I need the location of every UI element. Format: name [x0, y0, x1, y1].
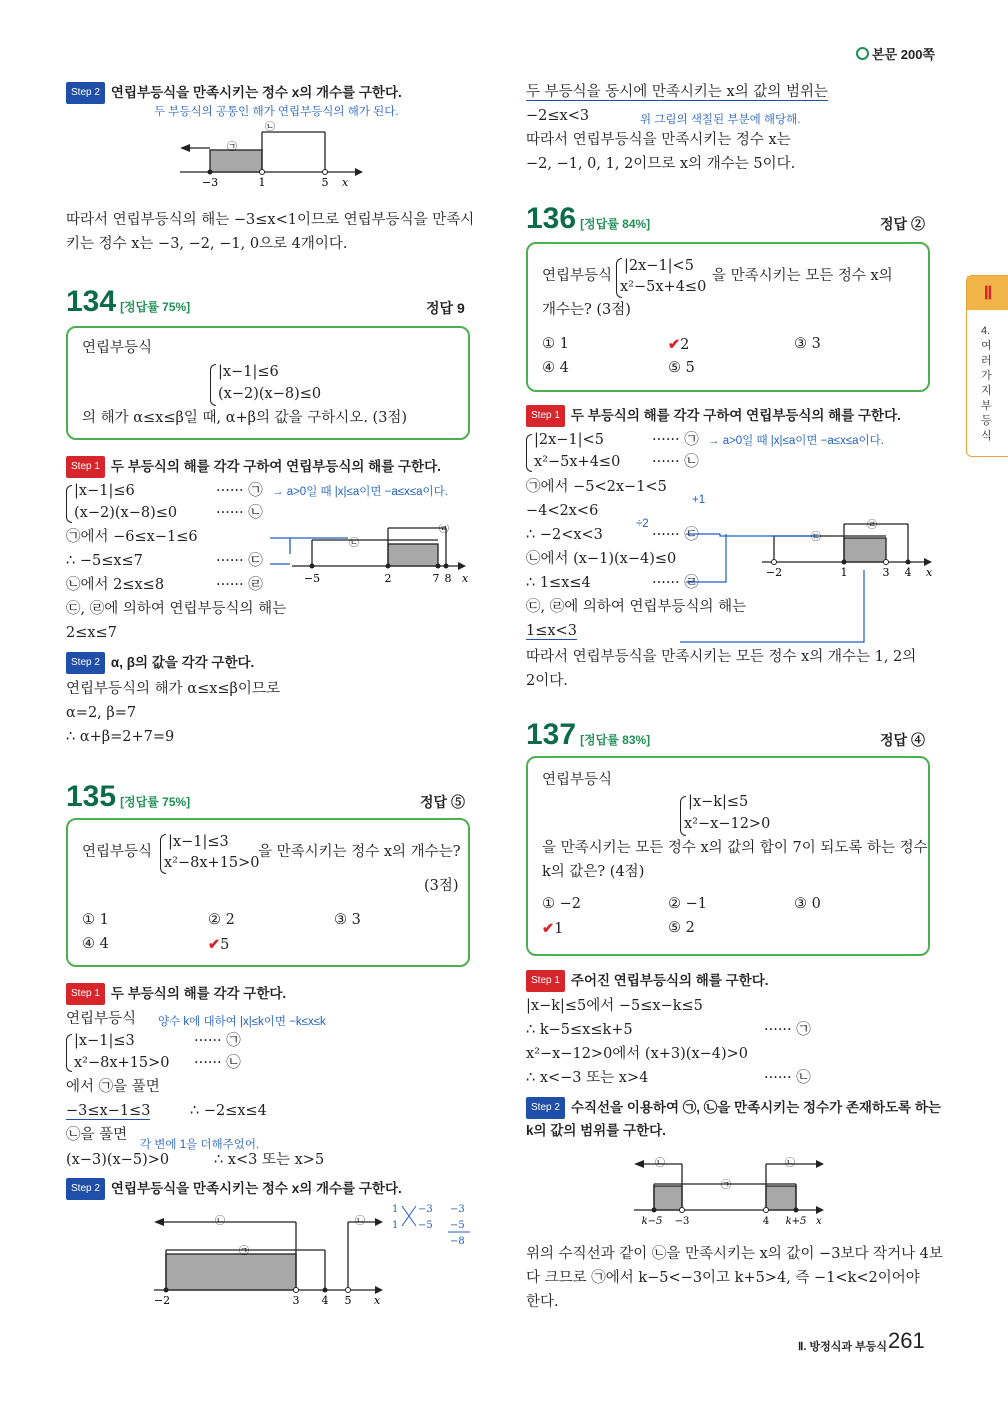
question-text: 을 만족시키는 정수 x의 개수는?: [258, 844, 461, 860]
solution-line: x²−5x+4≤0: [534, 454, 621, 470]
fac-value: −5: [450, 1220, 465, 1231]
answer-label: 정답 ②: [880, 216, 925, 232]
tick-label: 1: [840, 566, 848, 579]
question-text: 개수는? (3점): [542, 302, 631, 318]
circle-label-b2: ㉡: [785, 1158, 795, 1169]
solution-line: ∴ x<−3 또는 x>4: [526, 1070, 649, 1086]
answer-label: 정답 9: [426, 300, 465, 316]
inequality: |x−k|≤5: [688, 794, 749, 810]
hint-note: ÷2: [636, 518, 649, 530]
option-5-selected[interactable]: ✔5: [208, 936, 230, 953]
fac-value: −3: [450, 1204, 465, 1215]
footer-chapter: Ⅱ. 방정식과 부등식: [798, 1341, 887, 1353]
label: ······ ㉡: [194, 1055, 241, 1071]
solution-line: ∴ α+β=2+7=9: [66, 729, 175, 745]
solution-line: ㉢, ㉣에 의하여 연립부등식의 해는: [526, 599, 747, 615]
answer-label: 정답 ⑤: [420, 794, 465, 810]
option-4-selected[interactable]: ✔1: [542, 920, 564, 937]
hint-note: 양수 k에 대하여 |x|≤k이면 −k≤x≤k: [158, 1016, 326, 1028]
chapter-section-text: 4.여러가지부등식: [981, 325, 992, 442]
step-1-heading: Step 1 두 부등식의 해를 각각 구한다.: [66, 983, 286, 1005]
solution-line: 1≤x<3: [526, 623, 577, 639]
tick-label: x: [816, 1216, 822, 1227]
inequality: x²−8x+15>0: [164, 855, 260, 871]
question-text: 을 만족시키는 모든 정수 x의 값의 합이 7이 되도록 하는 정수: [542, 840, 928, 856]
brace: [66, 1034, 72, 1072]
paragraph: 키는 정수 x는 −3, −2, −1, 0으로 4개이다.: [66, 236, 348, 252]
circle-label-d: ㉣: [439, 524, 449, 535]
fac-value: 1: [392, 1220, 399, 1231]
label: ······ ㉡: [652, 454, 699, 470]
hint-note: 위 그림의 색칠된 부분에 해당해.: [640, 114, 801, 126]
question-points: (3점): [424, 878, 459, 894]
hint-note: 각 변에 1을 더해주었어.: [140, 1139, 260, 1151]
tick-label: k+5: [785, 1216, 807, 1227]
label: ······ ㉠: [216, 483, 263, 499]
option-1[interactable]: ① 1: [542, 336, 569, 352]
solution-line: 2이다.: [526, 673, 568, 689]
option-2[interactable]: ② −1: [668, 896, 707, 912]
circle-label-c: ㉢: [811, 532, 821, 543]
question-title: 연립부등식: [542, 772, 613, 788]
circle-label-a: ㉠: [239, 1246, 249, 1257]
paragraph: 따라서 연립부등식의 해는 −3≤x<1이므로 연립부등식을 만족시: [66, 212, 475, 228]
solution-line: ㉢, ㉣에 의하여 연립부등식의 해는: [66, 601, 287, 617]
checkmark-icon: ✔: [668, 336, 681, 353]
question-box: [66, 326, 470, 440]
option-2[interactable]: ② 2: [208, 912, 235, 928]
step-2-heading: Step 2 연립부등식을 만족시키는 정수 x의 개수를 구한다.: [66, 82, 402, 104]
tick-label: x: [342, 176, 349, 189]
question-title: 연립부등식: [82, 844, 153, 860]
solution-line: x²−8x+15>0: [74, 1055, 170, 1071]
question-title: 연립부등식: [82, 340, 153, 356]
brace: [66, 485, 72, 523]
tick-label: x: [374, 1294, 381, 1307]
tick-label: x: [926, 566, 933, 579]
label: ······ ㉠: [764, 1022, 811, 1038]
circle-label-a: ㉠: [721, 1180, 731, 1191]
tick-label: 5: [321, 176, 329, 189]
solution-line: −4<2x<6: [526, 503, 599, 519]
solution-line: ㉡을 풀면: [66, 1127, 128, 1143]
connector-lines: [680, 530, 870, 650]
tick-label: x: [462, 572, 469, 585]
page-ref: 본문 200쪽: [856, 44, 935, 63]
tick-label: 5: [344, 1294, 352, 1307]
solution-line: |x−k|≤5에서 −5≤x−k≤5: [526, 998, 703, 1014]
question-box: [66, 818, 470, 967]
option-3[interactable]: ③ 0: [794, 896, 821, 912]
step-2-heading: Step 2 수직선을 이용하여 ㉠, ㉡을 만족시키는 정수가 존재하도록 하는: [526, 1097, 941, 1119]
tick-label: −3: [201, 176, 219, 189]
inequality: x²−5x+4≤0: [620, 279, 707, 295]
chapter-roman: Ⅱ: [967, 276, 1008, 310]
tick-label: −5: [303, 572, 321, 585]
tick-label: −2: [765, 566, 783, 579]
option-5[interactable]: ⑤ 5: [668, 360, 695, 376]
page-number: 261: [888, 1328, 925, 1353]
option-3[interactable]: ③ 3: [794, 336, 821, 352]
solution-line: ∴ 1≤x≤4: [526, 575, 591, 591]
option-4[interactable]: ④ 4: [82, 936, 109, 952]
checkmark-icon: ✔: [542, 920, 555, 937]
hint-note: → a>0일 때 |x|≤a이면 −a≤x≤a이다.: [708, 435, 884, 447]
tick-label: k−5: [641, 1216, 663, 1227]
tick-label: 3: [292, 1294, 300, 1307]
solution-line: −2≤x<3: [526, 108, 590, 124]
solution-line: |x−1|≤6: [74, 483, 135, 499]
step-1-heading: Step 1 주어진 연립부등식의 해를 구한다.: [526, 970, 769, 992]
option-3[interactable]: ③ 3: [334, 912, 361, 928]
solution-line: (x−2)(x−8)≤0: [74, 505, 178, 521]
inequality: |x−1|≤3: [168, 834, 229, 850]
brace: [526, 434, 532, 472]
solution-line: ∴ −5≤x≤7: [66, 553, 143, 569]
option-1[interactable]: ① −2: [542, 896, 581, 912]
label: ······ ㉣: [652, 575, 699, 591]
solution-line: |2x−1|<5: [534, 432, 604, 448]
solution-line: α=2, β=7: [66, 705, 137, 721]
solution-line: ∴ k−5≤x≤k+5: [526, 1022, 633, 1038]
solution-line: 한다.: [526, 1294, 559, 1310]
circle-label-b2: ㉡: [355, 1216, 365, 1227]
solution-line: ㉡에서 2≤x≤8: [66, 577, 165, 593]
tick-label: 4: [321, 1294, 329, 1307]
solution-line: x²−x−12>0에서 (x+3)(x−4)>0: [526, 1046, 749, 1062]
fac-value: −8: [450, 1236, 465, 1247]
solution-line: ㉡에서 (x−1)(x−4)≤0: [526, 551, 677, 567]
solution-line: 2≤x≤7: [66, 625, 117, 641]
solution-line: |x−1|≤3: [74, 1033, 135, 1049]
answer-label: 정답 ④: [880, 732, 925, 748]
label: ······ ㉡: [216, 505, 263, 521]
number-line-134: [268, 524, 473, 588]
tick-label: 8: [444, 572, 452, 585]
label: ······ ㉡: [764, 1070, 811, 1086]
solution-line: 따라서 연립부등식을 만족시키는 정수 x는: [526, 132, 791, 148]
circle-label-b: ㉡: [655, 1158, 665, 1169]
problem-number: 137 [정답률 83%]: [526, 718, 651, 751]
solution-line: (x−3)(x−5)>0: [66, 1152, 170, 1168]
tick-label: 4: [762, 1216, 770, 1227]
number-line-top: [170, 118, 370, 196]
label: ······ ㉣: [216, 577, 263, 593]
tick-label: −2: [153, 1294, 171, 1307]
checkmark-icon: ✔: [208, 936, 221, 953]
tick-label: 2: [384, 572, 392, 585]
problem-number: 134 [정답률 75%]: [66, 285, 191, 318]
tick-label: −3: [674, 1216, 690, 1227]
option-2-selected[interactable]: ✔2: [668, 336, 690, 353]
solution-line: ∴ −2<x<3: [526, 527, 603, 543]
solution-line: −3≤x−1≤3: [66, 1103, 151, 1119]
solution-result: ∴ −2≤x≤4: [190, 1103, 267, 1119]
solution-line: 연립부등식의 해가 α≤x≤β이므로: [66, 681, 280, 697]
solution-line: −2, −1, 0, 1, 2이므로 x의 개수는 5이다.: [526, 156, 796, 172]
solution-line: ㉠에서 −6≤x−1≤6: [66, 529, 198, 545]
step-2-heading: Step 2 연립부등식을 만족시키는 정수 x의 개수를 구한다.: [66, 1178, 402, 1200]
solution-line: 두 부등식을 동시에 만족시키는 x의 값의 범위는: [526, 84, 828, 100]
number-line-135: [150, 1210, 390, 1310]
inequality: |2x−1|<5: [624, 258, 694, 274]
option-1[interactable]: ① 1: [82, 912, 109, 928]
label: ······ ㉢: [652, 527, 699, 543]
question-box: [526, 756, 930, 956]
inequality: |x−1|≤6: [218, 364, 279, 380]
solution-line: 연립부등식: [66, 1011, 137, 1027]
problem-number: 135 [정답률 75%]: [66, 780, 191, 813]
hint-note: → a>0일 때 |x|≤a이면 −a≤x≤a이다.: [272, 486, 448, 498]
solution-result: ∴ x<3 또는 x>5: [214, 1152, 325, 1168]
option-4[interactable]: ④ 4: [542, 360, 569, 376]
question-text: 의 해가 α≤x≤β일 때, α+β의 값을 구하시오. (3점): [82, 410, 408, 426]
question-text: k의 값은? (4점): [542, 864, 645, 880]
solution-line: ㉠에서 −5<2x−1<5: [526, 479, 667, 495]
circle-icon: [856, 47, 869, 60]
option-5[interactable]: ⑤ 2: [668, 920, 695, 936]
solution-line: 위의 수직선과 같이 ㉡을 만족시키는 x의 값이 −3보다 작거나 4보: [526, 1246, 943, 1262]
inequality: x²−x−12>0: [684, 816, 771, 832]
tick-label: 7: [432, 572, 440, 585]
circle-label-b: ㉡: [215, 1216, 225, 1227]
question-title: 연립부등식: [542, 268, 613, 284]
circle-label-d: ㉣: [867, 520, 877, 531]
number-line-137: [630, 1150, 830, 1230]
step-note: 두 부등식의 공통인 해가 연립부등식의 해가 된다.: [154, 106, 399, 118]
fac-value: 1: [392, 1204, 399, 1215]
fac-value: −3: [418, 1204, 433, 1215]
chapter-side-tab: [966, 275, 1008, 457]
circle-label-b: ㉡: [265, 122, 275, 133]
step-1-heading: Step 1 두 부등식의 해를 각각 구하여 연립부등식의 해를 구한다.: [526, 405, 901, 427]
question-box: [526, 242, 930, 392]
hint-note: +1: [692, 494, 706, 506]
solution-line: 에서 ㉠을 풀면: [66, 1079, 160, 1095]
label: ······ ㉠: [194, 1033, 241, 1049]
step-2-heading-cont: k의 값의 범위를 구한다.: [526, 1123, 666, 1138]
tick-label: 1: [258, 176, 266, 189]
circle-label-a: ㉠: [227, 142, 237, 153]
solution-line: 따라서 연립부등식을 만족시키는 모든 정수 x의 개수는 1, 2의: [526, 649, 917, 665]
label: ······ ㉢: [216, 553, 263, 569]
step-1-heading: Step 1 두 부등식의 해를 각각 구하여 연립부등식의 해를 구한다.: [66, 456, 441, 478]
inequality: (x−2)(x−8)≤0: [218, 386, 322, 402]
tick-label: 3: [882, 566, 890, 579]
tick-label: 4: [904, 566, 912, 579]
fac-value: −5: [418, 1220, 433, 1231]
question-text: 을 만족시키는 모든 정수 x의: [712, 268, 893, 284]
solution-line: 다 크므로 ㉠에서 k−5<−3이고 k+5>4, 즉 −1<k<2이어야: [526, 1270, 920, 1286]
circle-label-c: ㉢: [349, 538, 359, 549]
factor-cross: [386, 1198, 476, 1248]
problem-number: 136 [정답률 84%]: [526, 202, 651, 235]
label: ······ ㉠: [652, 432, 699, 448]
step-2-heading: Step 2 α, β의 값을 각각 구한다.: [66, 652, 254, 674]
brace: [210, 364, 216, 406]
